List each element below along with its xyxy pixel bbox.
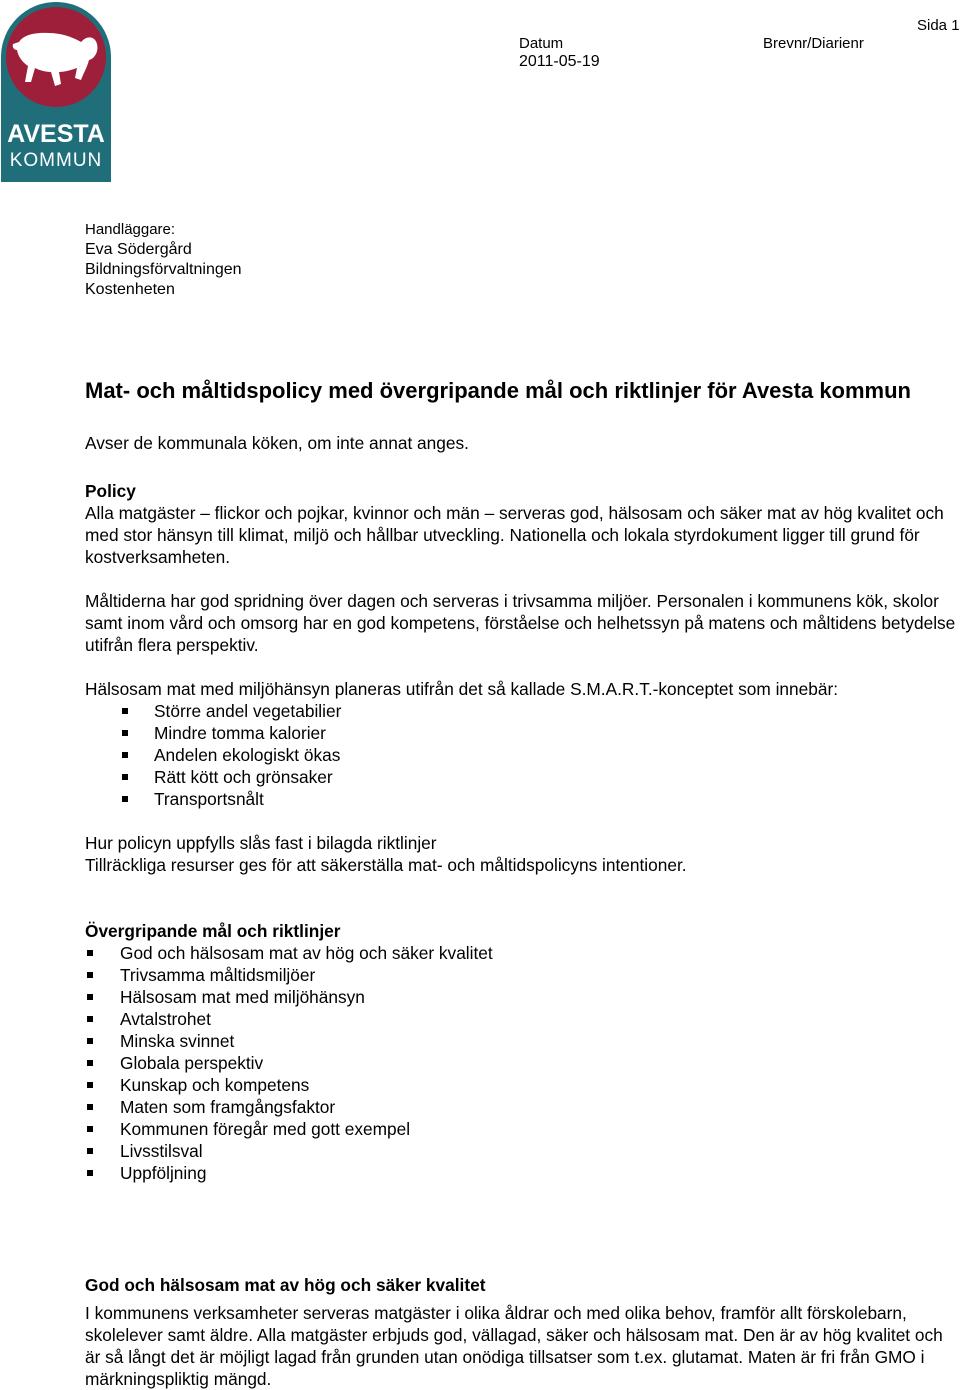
goals-list [85, 942, 493, 1184]
quality-paragraph: I kommunens verksamheter serveras matgäster i olika åldrar och med olika behov, framför allt förskolebarn, skolelever samt äldre. Alla matgäster erbjuds god, vällagad, säker och hälsosam mat. Den är av hög kvalitet och är så långt det är möjligt lagad från grunden utan onödiga tillsatser som t.ex. glutamat. Maten är fri från GMO i märkningspliktig mängd. [85, 1303, 943, 1389]
logo-text-kommun: KOMMUN [9, 150, 103, 171]
date-value: 2011-05-19 [519, 53, 600, 70]
scope-text: Avser de kommunala köken, om inte annat anges. [85, 433, 469, 453]
bullet-icon [87, 950, 93, 956]
bullet-icon [87, 972, 93, 978]
handler-name: Eva Södergård [85, 241, 192, 258]
list-item: Rätt kött och grönsaker [85, 766, 341, 788]
bullet-icon [122, 752, 128, 758]
list-item: Hälsosam mat med miljöhänsyn [85, 986, 493, 1008]
avesta-kommun-logo [1, 2, 111, 182]
reference-label: Brevnr/Diarienr [763, 35, 864, 52]
document-title: Mat- och måltidspolicy med övergripande mål och riktlinjer för Avesta kommun [85, 378, 911, 403]
list-item: Livsstilsval [85, 1140, 493, 1162]
list-item: Avtalstrohet [85, 1008, 493, 1030]
bullet-icon [87, 1170, 93, 1176]
handler-department: Bildningsförvaltningen [85, 261, 242, 278]
list-item: Transportsnålt [85, 788, 341, 810]
logo-text-avesta: AVESTA [7, 120, 105, 148]
bullet-icon [122, 796, 128, 802]
list-item: Uppföljning [85, 1162, 493, 1184]
page-number: Sida 1 [917, 17, 960, 34]
bullet-icon [87, 1060, 93, 1066]
list-item: Kunskap och kompetens [85, 1074, 493, 1096]
list-item: Mindre tomma kalorier [85, 722, 341, 744]
list-item: Kommunen föregår med gott exempel [85, 1118, 493, 1140]
policy-paragraph-1: Alla matgäster – flickor och pojkar, kvinnor och män – serveras god, hälsosam och säker mat av hög kvalitet och med stor hänsyn till klimat, miljö och hållbar utveckling. Nationella och lokala styrdokument ligger till grund för kostverksamheten. [85, 503, 944, 567]
list-item: Trivsamma måltidsmiljöer [85, 964, 493, 986]
handler-block [85, 220, 242, 300]
policy-heading: Policy [85, 481, 136, 501]
bullet-icon [122, 708, 128, 714]
list-item: Globala perspektiv [85, 1052, 493, 1074]
goals-heading: Övergripande mål och riktlinjer [85, 921, 341, 941]
bullet-icon [87, 1126, 93, 1132]
policy-paragraph-2: Måltiderna har god spridning över dagen och serveras i trivsamma miljöer. Personalen i kommunens kök, skolor samt inom vård och omsorg har en god kompetens, förståelse och helhetssyn på matens och måltidens betydelse utifrån flera perspektiv. [85, 591, 956, 655]
handler-label: Handläggare: [85, 221, 176, 238]
bullet-icon [87, 994, 93, 1000]
list-item: Maten som framgångsfaktor [85, 1096, 493, 1118]
smart-intro: Hälsosam mat med miljöhänsyn planeras utifrån det så kallade S.M.A.R.T.-konceptet som innebär: [85, 679, 839, 699]
logo-graphic [1, 2, 111, 182]
bullet-icon [122, 730, 128, 736]
closing-line-1: Hur policyn uppfylls slås fast i bilagda riktlinjer [85, 833, 437, 853]
bullet-icon [87, 1082, 93, 1088]
bullet-icon [87, 1104, 93, 1110]
list-item: God och hälsosam mat av hög och säker kvalitet [85, 942, 493, 964]
handler-unit: Kostenheten [85, 281, 175, 298]
quality-heading: God och hälsosam mat av hög och säker kvalitet [85, 1275, 486, 1295]
bullet-icon [122, 774, 128, 780]
list-item: Minska svinnet [85, 1030, 493, 1052]
list-item: Andelen ekologiskt ökas [85, 744, 341, 766]
date-label: Datum [519, 35, 564, 52]
closing-line-2: Tillräckliga resurser ges för att säkerställa mat- och måltidspolicyns intentioner. [85, 855, 687, 875]
smart-list [85, 700, 341, 810]
bullet-icon [87, 1016, 93, 1022]
list-item: Större andel vegetabilier [85, 700, 341, 722]
bullet-icon [87, 1038, 93, 1044]
bullet-icon [87, 1148, 93, 1154]
